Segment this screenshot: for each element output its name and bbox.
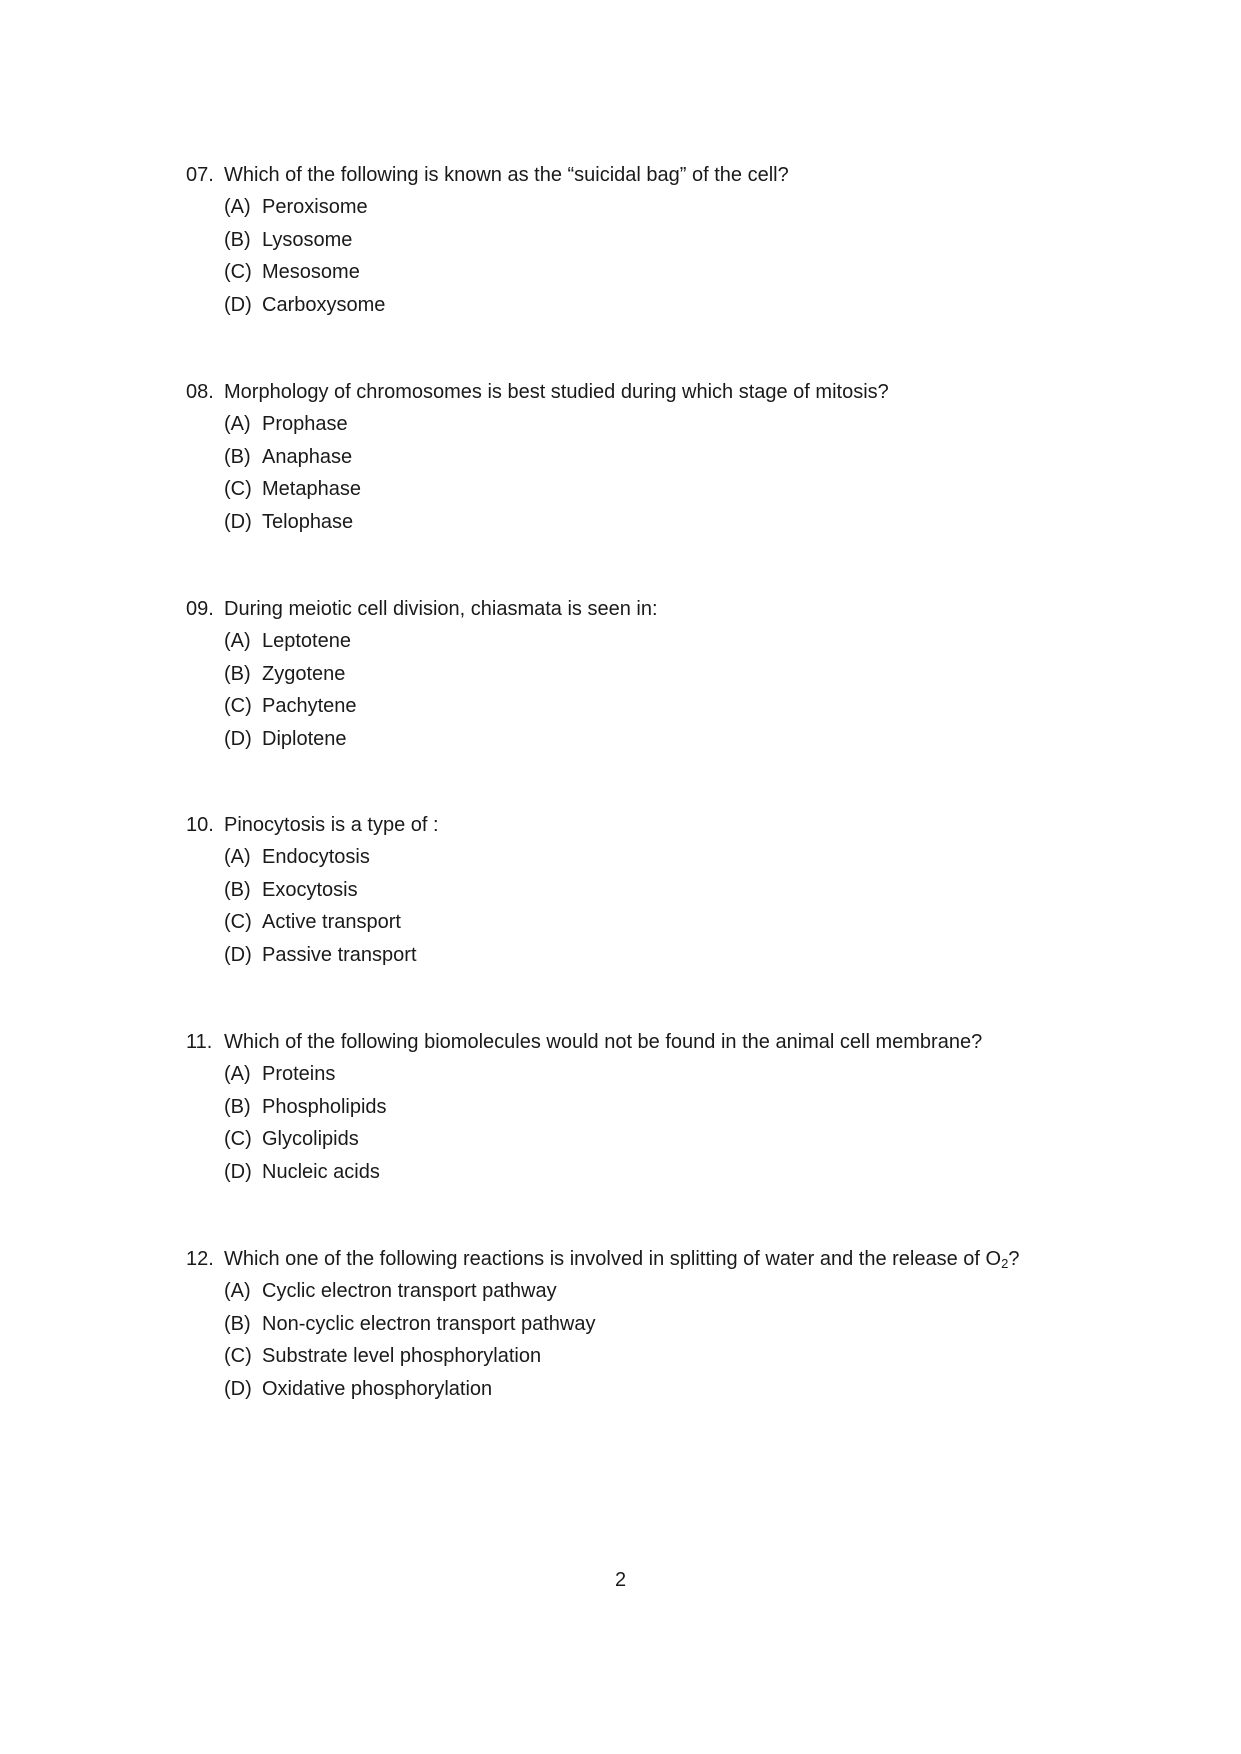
option-a [224,1279,1106,1303]
option-a [224,195,1106,219]
option-text: Leptotene [262,630,351,652]
option-b [224,228,1106,252]
option-letter: (A) [224,196,251,218]
option-d [224,510,1106,534]
option-letter: (D) [224,727,252,750]
option-d [224,1377,1106,1401]
option-letter: (A) [224,1063,251,1085]
option-text: Carboxysome [262,293,386,316]
option-letter: (B) [224,662,251,685]
question-text: Which of the following is known as the “suicidal bag” of the cell? [224,164,789,186]
options-list [224,1279,1106,1401]
option-b [224,878,1106,902]
option-a [224,845,1106,869]
option-letter: (D) [224,943,252,966]
option-text: Substrate level phosphorylation [262,1345,542,1367]
option-c [224,1127,1106,1151]
option-letter: (B) [224,1312,251,1335]
option-text: Metaphase [262,478,361,500]
question-12 [186,1247,1106,1409]
option-text: Pachytene [262,695,357,717]
option-b [224,662,1106,686]
option-text: Prophase [262,413,348,435]
options-list [224,412,1106,534]
option-letter: (A) [224,413,251,435]
question-number: 07. [186,164,214,186]
option-text: Active transport [262,911,401,933]
question-07 [186,163,1106,325]
options-list [224,195,1106,317]
question-stem [186,163,1106,187]
option-letter: (C) [224,695,252,717]
option-letter: (C) [224,911,252,933]
option-letter: (A) [224,1280,251,1302]
option-d [224,1160,1106,1184]
option-a [224,412,1106,436]
option-text: Anaphase [262,445,353,468]
option-text: Exocytosis [262,878,358,901]
question-10 [186,813,1106,975]
option-letter: (D) [224,1160,252,1183]
option-text: Zygotene [262,662,346,685]
option-text: Telophase [262,510,354,533]
option-text: Phospholipids [262,1095,387,1118]
option-text: Oxidative phosphorylation [262,1377,493,1400]
option-text: Non-cyclic electron transport pathway [262,1312,596,1335]
option-letter: (A) [224,846,251,868]
option-c [224,910,1106,934]
options-list [224,1062,1106,1184]
option-letter: (C) [224,261,252,283]
question-text-suffix: ? [1008,1248,1020,1270]
option-letter: (B) [224,228,251,251]
option-c [224,477,1106,501]
question-number: 10. [186,814,214,836]
question-stem [186,597,1106,621]
option-letter: (C) [224,1128,252,1150]
question-text: Which of the following biomolecules would not be found in the animal cell membrane? [224,1031,983,1053]
question-text: Pinocytosis is a type of : [224,814,439,836]
question-text [224,1247,1019,1271]
option-text: Lysosome [262,228,353,251]
option-letter: (A) [224,630,251,652]
option-letter: (B) [224,1095,251,1118]
question-stem [186,1030,1106,1054]
question-number: 11. [186,1031,213,1053]
option-letter: (C) [224,478,252,500]
option-b [224,445,1106,469]
option-text: Passive transport [262,943,417,966]
question-number: 08. [186,381,214,403]
question-09 [186,597,1106,759]
option-d [224,727,1106,751]
option-letter: (D) [224,1377,252,1400]
option-letter: (D) [224,510,252,533]
question-text: During meiotic cell division, chiasmata is seen in: [224,598,658,620]
option-a [224,629,1106,653]
option-letter: (B) [224,878,251,901]
option-d [224,293,1106,317]
option-c [224,694,1106,718]
option-text: Diplotene [262,727,347,750]
option-letter: (D) [224,293,252,316]
option-text: Nucleic acids [262,1160,380,1183]
question-number: 09. [186,598,214,620]
option-text: Peroxisome [262,196,368,218]
option-text: Proteins [262,1063,336,1085]
option-text: Glycolipids [262,1128,359,1150]
page-number: 2 [614,1569,627,1591]
options-list [224,629,1106,751]
option-c [224,260,1106,284]
option-letter: (C) [224,1345,252,1367]
option-letter: (B) [224,445,251,468]
oxygen-subscript: 2 [1001,1256,1009,1271]
question-text-main: Which one of the following reactions is involved in splitting of water and the release of O [224,1248,1002,1270]
question-stem [186,380,1106,404]
option-d [224,943,1106,967]
option-c [224,1344,1106,1368]
option-b [224,1312,1106,1336]
options-list [224,845,1106,967]
question-stem [186,813,1106,837]
option-a [224,1062,1106,1086]
option-text: Mesosome [262,261,360,283]
question-08 [186,380,1106,542]
question-11 [186,1030,1106,1192]
question-text: Morphology of chromosomes is best studied during which stage of mitosis? [224,381,889,403]
question-stem [186,1247,1106,1271]
question-number: 12. [186,1248,214,1270]
option-b [224,1095,1106,1119]
option-text: Endocytosis [262,846,370,868]
option-text: Cyclic electron transport pathway [262,1280,557,1302]
